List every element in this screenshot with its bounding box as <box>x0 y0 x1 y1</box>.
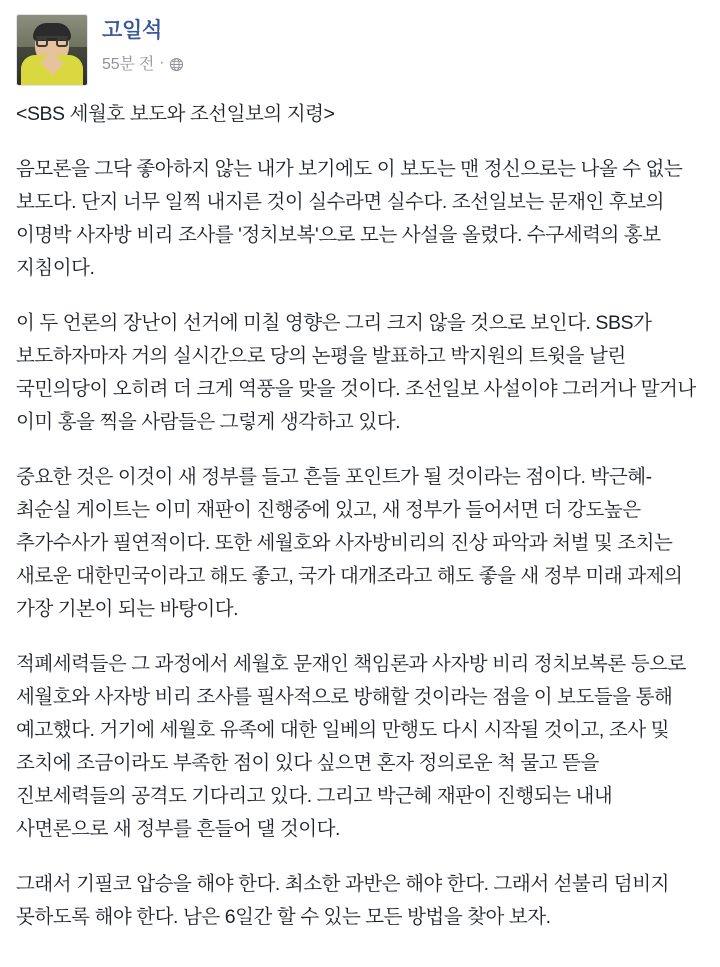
post-header <box>0 0 720 92</box>
post-header-text <box>88 14 184 74</box>
post-timestamp[interactable]: 55분 전 <box>102 56 155 73</box>
meta-separator: · <box>159 53 165 71</box>
post-meta <box>102 51 184 74</box>
author-name[interactable]: 고일석 <box>102 19 162 42</box>
post-paragraph-1: 음모론을 그닥 좋아하지 않는 내가 보기에도 이 보도는 맨 정신으로는 나올 수 없는 보도다. 단지 너무 일찍 내지른 것이 실수라면 실수다. 조선일보는 문재인 후보의 이명박 사자방 비리 조사를 '정치보복'으로 모는 사설을 올렸다. 수구세력의 홍보 지침이다. <box>16 158 683 279</box>
globe-icon[interactable] <box>169 57 184 72</box>
avatar-glasses <box>36 36 68 47</box>
post-paragraph-2: 이 두 언론의 장난이 선거에 미칠 영향은 그리 크지 않을 것으로 보인다. SBS가 보도하자마자 거의 실시간으로 당의 논평을 발표하고 박지원의 트윗을 날린 국민의당이 오히려 더 크게 역풍을 맞을 것이다. 조선일보 사설이야 그러거나 말거나 이미 홍을 찍을 사람들은 그렇게 생각하고 있다. <box>16 312 696 433</box>
post-paragraph-3: 중요한 것은 이것이 새 정부를 들고 흔들 포인트가 될 것이라는 점이다. 박근혜-최순실 게이트는 이미 재판이 진행중에 있고, 새 정부가 들어서면 더 강도높은 추가수사가 필연적이다. 또한 세월호와 사자방비리의 진상 파악과 처벌 및 조치는 새로운 대한민국이라고 해도 좋고, 국가 대개조라고 해도 좋을 새 정부 미래 과제의 가장 기본이 되는 바탕이다. <box>16 466 683 620</box>
post-paragraph-title: <SBS 세월호 보도와 조선일보의 지령> <box>16 103 335 125</box>
avatar[interactable] <box>16 14 88 86</box>
post-paragraph-5: 그래서 기필코 압승을 해야 한다. 최소한 과반은 해야 한다. 그래서 섣불리 덤비지 못하도록 해야 한다. 남은 6일간 할 수 있는 모든 방법을 찾아 보자. <box>16 873 669 928</box>
post-paragraph-4: 적폐세력들은 그 과정에서 세월호 문재인 책임론과 사자방 비리 정치보복론 등으로 세월호와 사자방 비리 조사를 필사적으로 방해할 것이라는 점을 이 보도들을 통해 예고했다. 거기에 세월호 유족에 대한 일베의 만행도 다시 시작될 것이고, 조사 및 조치에 조금이라도 부족한 점이 있다 싶으면 혼자 정의로운 척 물고 뜯을 진보세력들의 공격도 기다리고 있다. 그리고 박근혜 재판이 진행되는 내내 사면론으로 새 정부를 흔들어 댈 것이다. <box>16 653 686 840</box>
post-body <box>0 92 720 934</box>
